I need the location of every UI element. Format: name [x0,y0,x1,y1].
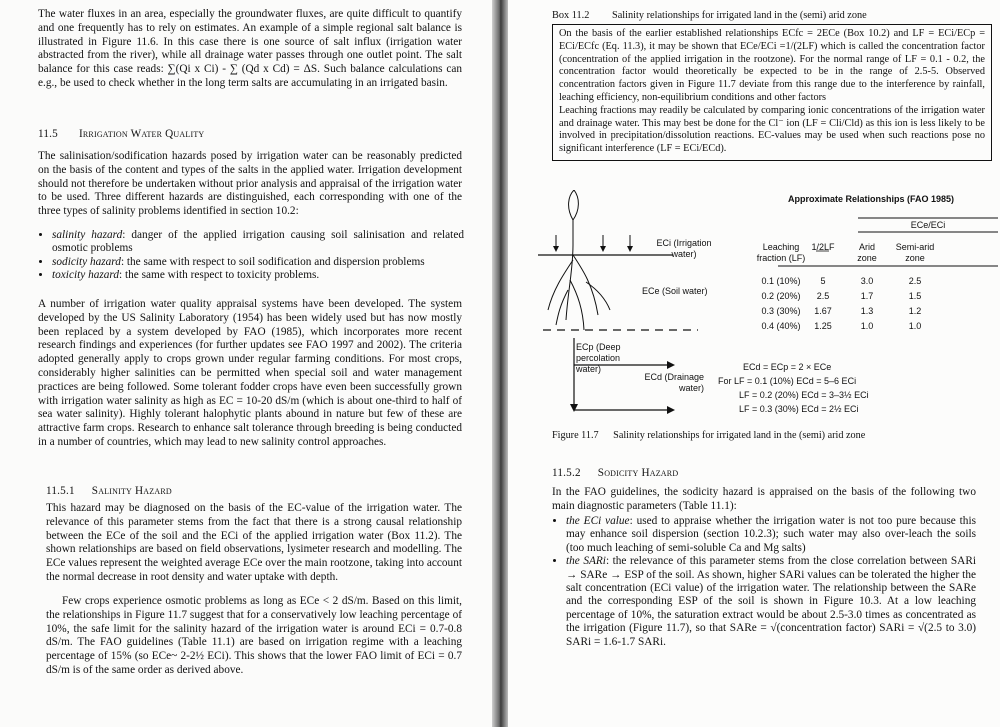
col-header-2lf: 1/2LF [811,242,835,252]
relation-line: For LF = 0.1 (10%) ECd = 5–6 ECi [718,376,857,386]
subsection-heading [552,467,678,479]
leaf-icon [569,190,579,220]
box-paragraph-1: On the basis of the earlier established relationships ECfc = 2ECe (Box 10.2) and LF = ECi/ECp = ECi/ECfc (Eq. 11.3), it may be shown that ECe/ECi =1/(2LF) which is called the concentration factor (concentration of the applied irrigation in the rootzone). For the normal range of LF = 0.1 - 0.2, the concentration factor would theoretically be expected to be in the range of 2.5-5. Observed concentration factors given in Figure 11.7 deviate from this range due to the interference by rainfall, leaching efficiency, non-equilibrium conditions and other factors [559,28,985,103]
subsection-title: Salinity Hazard [91,485,172,497]
info-box [552,24,992,161]
section-number: 11.5 [38,128,58,140]
relation-line: LF = 0.2 (20%) ECd = 3–3½ ECi [739,390,869,400]
subsection-title: Sodicity Hazard [597,467,679,479]
book-gutter [492,0,508,727]
arrow-head-icon [667,406,675,414]
caption-text: Salinity relationships for irrigated land in the (semi) arid zone [613,430,866,441]
box-label: Box 11.2 [552,10,590,21]
subsection-heading [46,485,172,497]
right-page [508,0,1000,727]
label-ece: ECe (Soil water) [642,286,708,296]
list-item: • the SARi: the relevance of this parameter stems from the close correlation between SARi → SARe → ESP of the soil. As shown, higher SARi values can be tolerated the higher the salt concentration (ECi value) of the irrigation water. The relationship between the SARe and the corresponding ESP of the soil is shown in Figure 10.3. At a low leaching percentage of 10%, the saturation extract would be about 2.5-3.0 times as concentrated as the irrigation (Figure 11.7), so that SARe = √(concentration factor) SARi = √(2.5 to 3.0) SARi = 1.6-1.7 SARi. [566,555,976,649]
sodicity-list [552,515,976,649]
hazard-list [38,229,464,283]
arrow-head-icon [667,361,675,369]
arrow-head-icon [553,246,559,252]
sodicity-intro: In the FAO guidelines, the sodicity hazard is appraised on the basis of the following two main diagnostic parameters (Table 11.1): [552,486,976,512]
label-eci: ECi (Irrigation water) [656,238,712,259]
list-item: • the ECi value: used to appraise whether the irrigation water is not too pure because this may enhance soil dispersion (section 10.2.3); such water may also over-leach the soils (too much leaching of semi-soluble Ca and Mg salts) [566,515,976,555]
arrow-head-icon [627,246,633,252]
appraisal-paragraph: A number of irrigation water quality appraisal systems have been developed. The system developed by the US Salinity Laboratory (1954) has been widely used but has now mostly been replaced by a system developed by FAO (1985), which incorporates more recent research findings and experiences (for further updates see FAO 1997 and 2002). The criteria adopted generally apply to crops grown under regular farming conditions. For most crops, considerably higher salinities can be permitted when special soil and water management practices are being followed. Some tolerant fodder crops have even been successfully grown with irrigation water salinity as high as EC = 10-20 dS/m (which is about one-third to half of sea water salinity). Highly tolerant halophytic plants abound in nature but few of these are attractive farm crops. Research to enhance salt tolerance through breeding is being conducted in a number of countries, which may lead to new salinity control approaches. [38,298,462,448]
roots [548,245,610,330]
salinity-paragraph-1: This hazard may be diagnosed on the basis of the EC-value of the irrigation water. The relevance of this parameter stems from the fact that there is a strong causal relationship between the ECe of the soil and the ECi of the applied irrigation water (Box 11.2). The shown relationships are based on field observations, lysimeter research and modelling. The ECe values represent the weighted average ECe over the main rootzone, taking into account the normal decrease in root density and water uptake with depth. [46,502,462,583]
list-item: • salinity hazard: danger of the applied irrigation causing soil salinisation and related osmotic problems [52,229,464,256]
salinity-paragraph-2: Few crops experience osmotic problems as long as ECe < 2 dS/m. Based on this limit, the relationships in Figure 11.7 suggest that for a conservatively low leaching percentage of 10%, the safe limit for the salinity hazard of the irrigation water is around ECi = 0.7-0.8 dS/m. The FAO guidelines (Table 11.1) are based on irrigation regime with a leaching percentage of 15% (so ECe~ 2-2½ ECi). This shows that the lower FAO limit of ECi = 0.7 dS/m is of the same order as derived above. [46,595,462,676]
col-header-arid: Arid zone [857,242,877,263]
relation-line: LF = 0.3 (30%) ECd = 2½ ECi [739,404,859,414]
section-title: Irrigation Water Quality [78,128,205,140]
section-intro-paragraph: The salinisation/sodification hazards posed by irrigation water can be reasonably predicted on the basis of the content and types of the salts in the applied water. Irrigation development should not therefore be undertaken without prior analysis and appraisal of the irrigation water to be used. Three different hazards are distinguished, each corresponding with one of the three types of salinity problems identified in section 10.2: [38,150,462,218]
subsection-number: 11.5.1 [46,485,75,497]
figure-11-7: ECi (Irrigation water) ECe (Soil water) ECp (Deep percolation water) ECd (Drainage water) Approximate Relationships (FAO 1985) ECe/ECi Leaching fraction (LF) 1/2LF Arid zone Semi-arid zone 0.1 (10%) 5 3.0 2.5 0.2 (20%) 2.5 1.7 1.5 0.3 (30%) 1.67 1.3 1.2 0.4 (40%) 1.25 1.0 1.0 ECd = ECp = 2 × ECe For LF = 0.1 (10%) ECd = 5–6 ECi LF = 0.2 (20%) ECd = 3–3½ ECi LF = 0.3 (30%) ECd = 2½ ECi [538,190,998,430]
arrow-head-icon [570,404,578,412]
label-ecp: ECp (Deep percolation water) [576,342,621,374]
figure-caption [552,430,865,441]
relation-line: ECd = ECp = 2 × ECe [743,362,832,372]
left-page [0,0,492,727]
list-item: • sodicity hazard: the same with respect to soil sodification and dispersion problems [52,256,464,269]
col-header-lf: Leaching fraction (LF) [756,242,806,263]
caption-label: Figure 11.7 [552,430,599,441]
box-paragraph-2: Leaching fractions may readily be calculated by comparing ionic concentrations of the irrigation water and drainage water. This may best be done for the Cl⁻ ion (LF = Cli/Cld) as this ion is less likely to be involved in precipitation/dissolution reactions. EC-values may be used when such reactions pose no significant interference (LF = ECi/ECd). [559,104,985,155]
arrow-head-icon [600,246,606,252]
box-heading [552,10,867,21]
list-item: • toxicity hazard: the same with respect to toxicity problems. [52,269,464,282]
group-header: ECe/ECi [910,220,946,230]
label-ecd: ECd (Drainage water) [644,372,704,393]
subsection-number: 11.5.2 [552,467,581,479]
intro-paragraph: The water fluxes in an area, especially the groundwater fluxes, are quite difficult to quantify and one frequently has to rely on estimates. An example of a simple regional salt balance is illustrated in Figure 11.6. In this case there is one source of salt influx (irrigation water abstracted from the river), while all drainage water passes through one outlet point. The salt balance for this case reads: ∑(Qi x Ci) - ∑ (Qd x Cd) = ΔS. Such balance calculations can e.g., be used to check whether in the long term salts are accumulating in an irrigated basin. [38,8,462,89]
box-title: Salinity relationships for irrigated land in the (semi) arid zone [611,10,867,21]
col-header-semiarid: Semi-arid zone [895,242,935,263]
section-heading [38,128,204,140]
table-title: Approximate Relationships (FAO 1985) [788,194,955,204]
